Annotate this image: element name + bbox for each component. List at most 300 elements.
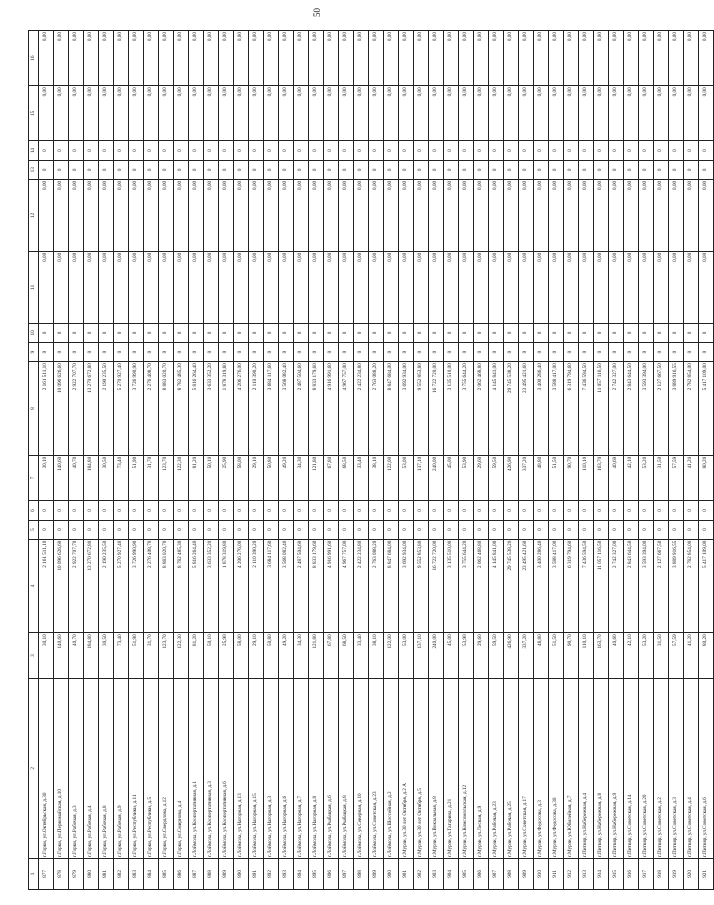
table-cell: 0,00 [624, 251, 639, 323]
table-cell: 0 [129, 342, 144, 361]
table-cell: 895 [309, 858, 324, 889]
table-cell: 888 [204, 858, 219, 889]
table-cell: 879 [69, 858, 84, 889]
table-cell: г.Горки, ул.Рабочая, д.3 [69, 678, 84, 858]
table-cell: 905 [459, 858, 474, 889]
table-cell: 0 [624, 342, 639, 361]
table-cell: 0 [294, 342, 309, 361]
table-cell: 45,00 [444, 633, 459, 679]
table-cell: 0 [99, 323, 114, 342]
table-cell: 0 [264, 501, 279, 520]
table-cell: 40,70 [69, 455, 84, 501]
table-cell: 4 916 991,60 [324, 362, 339, 456]
table-cell: 0 [99, 141, 114, 160]
table-cell: 30,50 [99, 455, 114, 501]
table-cell: 2 127 667,50 [654, 362, 669, 456]
table-cell: 896 [324, 858, 339, 889]
table-cell: 0,00 [144, 251, 159, 323]
table-cell: 0 [459, 520, 474, 539]
table-cell: 25,90 [219, 455, 234, 501]
table-cell: 0 [444, 342, 459, 361]
table-cell: 0 [114, 520, 129, 539]
table-cell: 0 [159, 141, 174, 160]
table-row [174, 31, 189, 890]
table-cell: 0 [534, 141, 549, 160]
table-cell: 0 [354, 141, 369, 160]
table-cell: г.Лоймола, ул.Нагорная, д.8 [309, 678, 324, 858]
table-cell: 240,00 [429, 633, 444, 679]
table-cell: 3 692 934,00 [399, 539, 414, 633]
table-cell: 0 [369, 160, 384, 179]
table-cell: г.Питкяр, ул.Советская, д.3 [669, 678, 684, 858]
table-cell: 0 [429, 141, 444, 160]
table-cell: 0,00 [144, 31, 159, 86]
table-cell: 90,70 [564, 455, 579, 501]
table-cell: 0,00 [189, 86, 204, 141]
table-row [609, 31, 624, 890]
table-cell: 0 [219, 160, 234, 179]
table-cell: 901 [399, 858, 414, 889]
table-cell: 0 [399, 160, 414, 179]
table-cell: г.Горки, ул.Республики, д.11 [129, 678, 144, 858]
table-cell: г.Мурзи, ул.30 лет Октября, д.2 А [399, 678, 414, 858]
table-row [309, 31, 324, 890]
table-cell: 0 [624, 501, 639, 520]
table-cell: 0 [699, 160, 714, 179]
table-cell: 123,70 [159, 633, 174, 679]
table-cell: 913 [579, 858, 594, 889]
table-cell: 3 400 286,40 [534, 539, 549, 633]
table-cell: 911 [549, 858, 564, 889]
table-cell: г.Лоймола, ул.Нагорная, д.7 [294, 678, 309, 858]
table-cell: 0,00 [384, 86, 399, 141]
table-cell: 893 [279, 858, 294, 889]
table-cell: 0 [654, 141, 669, 160]
table-cell: 0,00 [219, 179, 234, 251]
table-cell: 0 [174, 323, 189, 342]
table-cell: г.Лоймола, ул.Нагорная, д.3 [264, 678, 279, 858]
table-cell: 16 722 720,00 [429, 539, 444, 633]
table-cell: 0 [84, 160, 99, 179]
table-cell: 49,20 [279, 633, 294, 679]
table-cell: 0,00 [309, 251, 324, 323]
table-cell: 140,60 [54, 633, 69, 679]
table-row [639, 31, 654, 890]
table-cell: 0 [264, 323, 279, 342]
table-cell: 0 [354, 342, 369, 361]
table-cell: г.Питкяр, ул.Набережная, д.4 [579, 678, 594, 858]
table-cell: 0 [354, 160, 369, 179]
column-header: 7 [29, 455, 39, 501]
table-cell: 121,80 [309, 455, 324, 501]
table-cell: 25,90 [219, 633, 234, 679]
table-cell: 0,00 [534, 31, 549, 86]
table-cell: 0 [369, 141, 384, 160]
table-cell: 0,00 [204, 251, 219, 323]
table-cell: 0 [549, 342, 564, 361]
table-cell: 0,00 [189, 251, 204, 323]
table-cell: 4 206 276,00 [234, 362, 249, 456]
table-cell: 0,00 [114, 251, 129, 323]
table-cell: 0 [69, 520, 84, 539]
table-cell: 0,00 [324, 251, 339, 323]
table-cell: 0,00 [429, 251, 444, 323]
table-cell: 0 [639, 141, 654, 160]
table-cell: 0,00 [219, 86, 234, 141]
table-cell: 0,00 [219, 251, 234, 323]
table-cell: 0,00 [519, 31, 534, 86]
table-cell: 0 [444, 520, 459, 539]
table-cell: 0 [279, 141, 294, 160]
table-cell: 5 417 109,00 [699, 539, 714, 633]
table-cell: 0 [579, 323, 594, 342]
table-cell: 0 [294, 501, 309, 520]
table-cell: 0,00 [564, 251, 579, 323]
table-cell: 6 319 794,60 [564, 362, 579, 456]
table-cell: 0 [234, 520, 249, 539]
table-row [699, 31, 714, 890]
table-row [354, 31, 369, 890]
table-cell: 50,10 [204, 455, 219, 501]
table-cell: 23 495 421,60 [519, 539, 534, 633]
table-row [534, 31, 549, 890]
table-cell: 0 [129, 323, 144, 342]
table-cell: 0 [339, 520, 354, 539]
table-cell: 0,00 [459, 86, 474, 141]
table-row [279, 31, 294, 890]
table-cell: 0 [189, 160, 204, 179]
table-cell: 0,00 [339, 31, 354, 86]
table-cell: 51,90 [129, 455, 144, 501]
table-cell: 38,10 [369, 633, 384, 679]
table-cell: 2 062 468,80 [474, 362, 489, 456]
table-cell: 881 [99, 858, 114, 889]
table-cell: 0,00 [39, 86, 54, 141]
table-cell: 0 [69, 501, 84, 520]
table-cell: 0,00 [534, 86, 549, 141]
table-cell: 0,00 [324, 31, 339, 86]
table-cell: 0,00 [504, 31, 519, 86]
table-cell: 0,00 [264, 179, 279, 251]
table-cell: 891 [249, 858, 264, 889]
table-cell: 914 [594, 858, 609, 889]
table-cell: 0,00 [324, 179, 339, 251]
table-cell: 0 [264, 141, 279, 160]
table-cell: 0,00 [84, 86, 99, 141]
table-cell: 2 190 235,50 [99, 362, 114, 456]
table-cell: 0 [564, 342, 579, 361]
table-cell: 894 [294, 858, 309, 889]
table-cell: 0 [459, 323, 474, 342]
table-cell: 0 [519, 323, 534, 342]
table-cell: 3 568 082,40 [279, 539, 294, 633]
table-cell: 0 [594, 342, 609, 361]
table-cell: 0 [354, 323, 369, 342]
table-cell: 58,00 [234, 633, 249, 679]
table-row [459, 31, 474, 890]
table-cell: 3 135 510,00 [444, 539, 459, 633]
table-cell: 0 [264, 160, 279, 179]
table-cell: 58,00 [234, 455, 249, 501]
table-cell: 0,00 [129, 86, 144, 141]
table-cell: 0,00 [204, 179, 219, 251]
table-cell: 0 [549, 501, 564, 520]
table-cell: 2 422 234,80 [354, 539, 369, 633]
table-cell: 0,00 [234, 31, 249, 86]
table-cell: 906 [474, 858, 489, 889]
table-cell: 0,00 [429, 31, 444, 86]
table-cell: 0,00 [669, 31, 684, 86]
table-cell: 0 [429, 160, 444, 179]
table-cell: 0,00 [234, 251, 249, 323]
table-cell: 0,00 [69, 251, 84, 323]
table-cell: 0,00 [84, 31, 99, 86]
table-cell: 2 110 390,20 [249, 539, 264, 633]
table-cell: 0 [654, 342, 669, 361]
table-cell: 0 [159, 342, 174, 361]
table-cell: 2 782 854,00 [684, 539, 699, 633]
table-cell: 53,90 [459, 633, 474, 679]
table-row [219, 31, 234, 890]
table-cell: 0 [609, 160, 624, 179]
table-cell: 0 [84, 501, 99, 520]
table-cell: 3 684 117,60 [264, 362, 279, 456]
table-cell: 30,10 [39, 633, 54, 679]
table-cell: 0 [309, 342, 324, 361]
table-row [549, 31, 564, 890]
table-cell: 0,00 [414, 179, 429, 251]
table-cell: г.Питкяр, ул.Набережная, д.9 [609, 678, 624, 858]
table-cell: 0,00 [684, 251, 699, 323]
table-cell: г.Горки, ул.Рабочая, д.4 [84, 678, 99, 858]
table-cell: 8 782 485,30 [174, 362, 189, 456]
table-cell: 2 843 644,50 [624, 539, 639, 633]
table-cell: 916 [624, 858, 639, 889]
table-cell: 0,00 [519, 179, 534, 251]
table-cell: г.Лоймола, ул.Рыбацкая, д.8 [339, 678, 354, 858]
table-cell: 883 [129, 858, 144, 889]
table-cell: 38,10 [369, 455, 384, 501]
column-header: 10 [29, 323, 39, 342]
table-cell: 3 593 394,00 [639, 362, 654, 456]
table-cell: 2 843 644,50 [624, 362, 639, 456]
table-cell: 919 [669, 858, 684, 889]
table-cell: 0 [144, 342, 159, 361]
table-cell: 5 417 109,00 [699, 362, 714, 456]
table-cell: г.Питкяр, ул.Советская, д.14 [624, 678, 639, 858]
column-header: 16 [29, 31, 39, 86]
table-row [474, 31, 489, 890]
table-cell: 0 [444, 160, 459, 179]
table-cell: 0 [489, 323, 504, 342]
table-cell: 0,00 [489, 86, 504, 141]
table-cell: 0 [309, 141, 324, 160]
table-cell: 0 [339, 160, 354, 179]
table-cell: 8 847 684,00 [384, 539, 399, 633]
table-cell: 3 588 417,00 [549, 539, 564, 633]
table-cell: 5 270 927,40 [114, 362, 129, 456]
table-cell: 0 [54, 501, 69, 520]
table-cell: 0 [594, 141, 609, 160]
table-cell: 0 [204, 520, 219, 539]
table-cell: 0,00 [699, 179, 714, 251]
table-cell: 0,00 [549, 86, 564, 141]
table-cell: 0,00 [444, 31, 459, 86]
table-cell: 41,20 [684, 633, 699, 679]
table-cell: 0,00 [369, 31, 384, 86]
table-cell: 0 [234, 501, 249, 520]
table-cell: 0,00 [564, 31, 579, 86]
column-header: 11 [29, 251, 39, 323]
table-cell: 0,00 [99, 31, 114, 86]
table-cell: 0,00 [669, 251, 684, 323]
table-cell: 0,00 [399, 179, 414, 251]
table-cell: 0 [219, 501, 234, 520]
table-cell: 0 [429, 520, 444, 539]
table-cell: 0,00 [459, 31, 474, 86]
table-cell: 0 [519, 141, 534, 160]
table-cell: 0,00 [594, 86, 609, 141]
table-cell: 0,00 [159, 31, 174, 86]
table-cell: 40,60 [609, 455, 624, 501]
table-cell: 2 742 327,00 [609, 539, 624, 633]
table-cell: 0 [684, 342, 699, 361]
table-cell: 29 745 538,20 [504, 362, 519, 456]
table-cell: 122,30 [174, 633, 189, 679]
table-cell: 0,00 [609, 86, 624, 141]
table-cell: 163,70 [594, 633, 609, 679]
table-cell: г.Мурзи, ул.30 лет Октября, д.5 [414, 678, 429, 858]
table-cell: 0 [279, 520, 294, 539]
table-cell: 2 487 504,60 [294, 362, 309, 456]
table-cell: 0 [639, 501, 654, 520]
table-cell: 2 161 511,10 [39, 539, 54, 633]
table-row [519, 31, 534, 890]
table-cell: 0 [69, 323, 84, 342]
table-cell: 0 [189, 323, 204, 342]
table-cell: 0 [144, 501, 159, 520]
table-cell: 0,00 [639, 251, 654, 323]
column-header: 8 [29, 362, 39, 456]
table-cell: 0 [684, 141, 699, 160]
table-cell: 0 [444, 323, 459, 342]
table-cell: 0 [594, 520, 609, 539]
table-cell: 0,00 [384, 251, 399, 323]
table-cell: 0 [414, 342, 429, 361]
table-cell: 0 [84, 520, 99, 539]
table-cell: 81,20 [189, 455, 204, 501]
table-cell: 0 [234, 323, 249, 342]
table-cell: 0 [504, 342, 519, 361]
table-cell: 0 [414, 520, 429, 539]
table-cell: 886 [174, 858, 189, 889]
table-cell: 0,00 [159, 86, 174, 141]
table-cell: 0,00 [639, 31, 654, 86]
table-cell: 31,50 [654, 455, 669, 501]
table-cell: 0 [114, 141, 129, 160]
table-cell: 0,00 [114, 86, 129, 141]
table-row [384, 31, 399, 890]
table-cell: 889 [219, 858, 234, 889]
column-header: 15 [29, 86, 39, 141]
table-cell: 0 [534, 520, 549, 539]
table-cell: 0 [684, 323, 699, 342]
table-cell: 915 [609, 858, 624, 889]
table-cell: 0,00 [594, 251, 609, 323]
table-cell: 0 [219, 323, 234, 342]
table-cell: 0,00 [294, 86, 309, 141]
table-cell: 5 270 927,40 [114, 539, 129, 633]
table-cell: 8 833 179,60 [309, 539, 324, 633]
table-cell: 0,00 [354, 86, 369, 141]
table-cell: 887 [189, 858, 204, 889]
table-cell: 918 [654, 858, 669, 889]
table-cell: 0,00 [654, 86, 669, 141]
table-cell: 2 422 234,80 [354, 362, 369, 456]
table-cell: 3 568 082,40 [279, 362, 294, 456]
table-cell: 337,20 [519, 633, 534, 679]
table-cell: 42,10 [624, 633, 639, 679]
table-cell: 0,00 [549, 251, 564, 323]
table-cell: 0 [684, 160, 699, 179]
table-row [369, 31, 384, 890]
table-cell: г.Мурзи, ул.Лесная, д.9 [474, 678, 489, 858]
column-header: 13 [29, 160, 39, 179]
table-cell: 29,10 [249, 633, 264, 679]
table-cell: 110,10 [579, 633, 594, 679]
table-cell: 897 [339, 858, 354, 889]
table-cell: 0 [504, 323, 519, 342]
table-cell: 3 889 916,55 [669, 362, 684, 456]
table-cell: 8 833 179,60 [309, 362, 324, 456]
table-cell: 0 [459, 141, 474, 160]
table-row [444, 31, 459, 890]
table-cell: 0,00 [249, 179, 264, 251]
table-cell: 0,00 [549, 179, 564, 251]
table-cell: 0 [489, 501, 504, 520]
table-cell: 0 [414, 160, 429, 179]
table-cell: г.Лоймола, ул.Коопертативная, д.3 [204, 678, 219, 858]
table-cell: 0 [219, 342, 234, 361]
table-cell: 0 [384, 520, 399, 539]
table-row [504, 31, 519, 890]
table-cell: 0 [144, 323, 159, 342]
table-cell: 885 [159, 858, 174, 889]
table-cell: 0 [519, 342, 534, 361]
table-row [189, 31, 204, 890]
table-cell: 0 [459, 501, 474, 520]
table-cell: 0,00 [204, 86, 219, 141]
table-cell: г.Лоймола, ул.Советская, д.23 [369, 678, 384, 858]
table-cell: 0 [654, 160, 669, 179]
table-cell: 0 [624, 160, 639, 179]
table-cell: 880 [84, 858, 99, 889]
table-cell: 0 [369, 501, 384, 520]
table-row [399, 31, 414, 890]
table-cell: 0 [144, 141, 159, 160]
table-cell: 900 [384, 858, 399, 889]
table-cell: 67,80 [324, 455, 339, 501]
table-cell: 0 [699, 520, 714, 539]
table-cell: 0,00 [114, 179, 129, 251]
page-number: 50 [312, 8, 322, 17]
table-cell: 0,00 [399, 251, 414, 323]
table-cell: 0,00 [39, 251, 54, 323]
table-cell: 0 [339, 501, 354, 520]
table-cell: 67,80 [324, 633, 339, 679]
table-cell: 0,00 [609, 251, 624, 323]
table-cell: 11 057 116,50 [594, 362, 609, 456]
